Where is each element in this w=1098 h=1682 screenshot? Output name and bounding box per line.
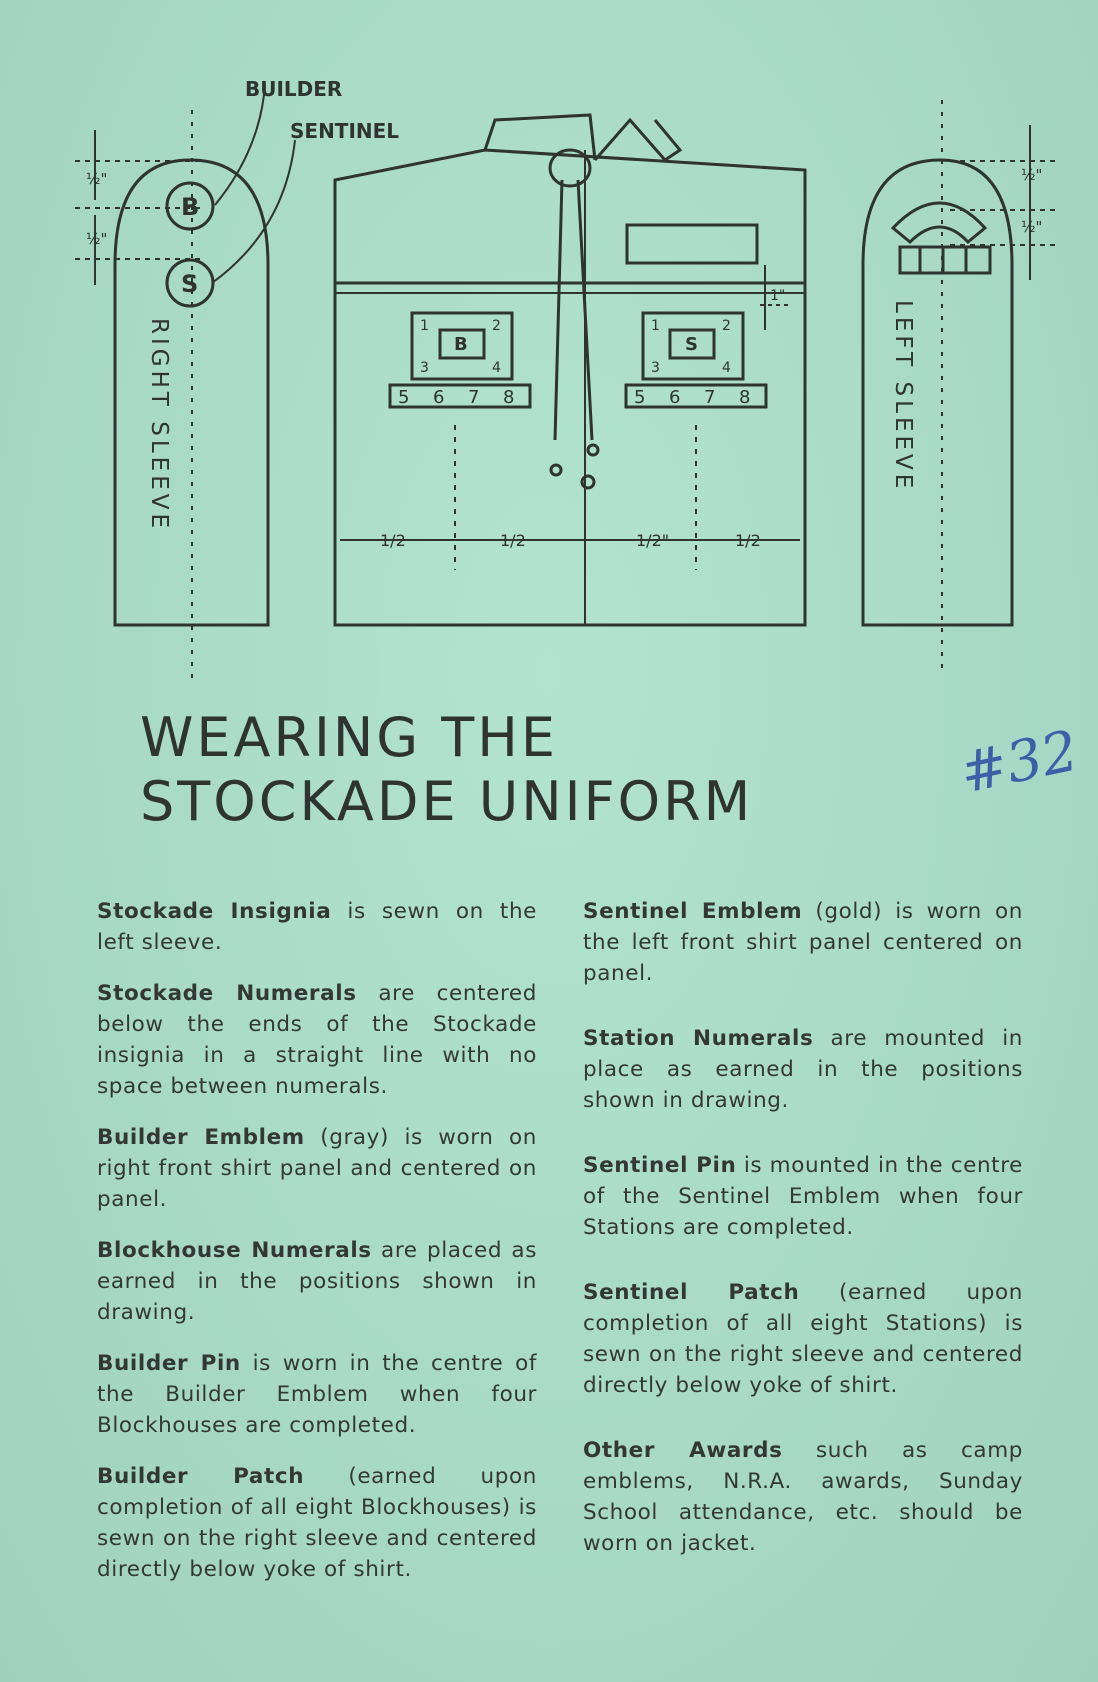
paragraph-builder-patch (97, 1461, 537, 1585)
measure-half-1: 1/2 (380, 531, 406, 550)
strip-number-6: 6 (669, 387, 681, 408)
s-circle-letter: S (181, 270, 199, 298)
description: (earned upon completion of all eight Blockhouses) is sewn on the right sleeve and centered directly below yoke of shirt. (97, 1464, 538, 1582)
sentinel-label: SENTINEL (290, 119, 400, 143)
right-half-inch-top: ½" (86, 170, 108, 188)
description: such as camp emblems, N.R.A. awards, Sunday School attendance, etc. should be worn on jacket. (583, 1438, 1023, 1556)
title-line-1: WEARING THE (140, 706, 559, 769)
badge-number-1: 1 (651, 318, 660, 334)
handwritten-number: #32 (954, 718, 1084, 807)
term: Builder Pin (97, 1351, 241, 1376)
left-sleeve-label: LEFT SLEEVE (890, 300, 916, 493)
s-emblem-letter: S (685, 334, 698, 355)
paragraph-stockade-insignia (97, 896, 537, 958)
badge-number-3: 3 (420, 360, 429, 376)
b-emblem-letter: B (454, 334, 468, 355)
term: Builder Emblem (97, 1125, 305, 1150)
paragraph-builder-emblem (97, 1122, 537, 1215)
term: Sentinel Patch (583, 1280, 800, 1305)
strip-number-7: 7 (704, 387, 716, 408)
strip-number-8: 8 (739, 387, 751, 408)
term: Stockade Insignia (97, 899, 332, 924)
right-sleeve-drawing (75, 85, 295, 680)
left-half-inch-top: ½" (1021, 166, 1043, 184)
badge-number-2: 2 (722, 318, 731, 334)
strip-number-7: 7 (468, 387, 480, 408)
sentinel-strip-numbers (634, 387, 750, 408)
measure-half-4: 1/2 (735, 531, 761, 550)
right-column (583, 896, 1023, 1579)
paragraph-blockhouse-numerals (97, 1235, 537, 1328)
measure-half-3: 1/2" (636, 531, 670, 550)
term: Blockhouse Numerals (97, 1238, 372, 1263)
strip-number-5: 5 (634, 387, 646, 408)
paragraph-sentinel-patch (583, 1277, 1023, 1401)
description: (gray) is worn on right front shirt panel and centered on panel. (97, 1125, 537, 1212)
strip-number-6: 6 (433, 387, 445, 408)
title-line-2: STOCKADE UNIFORM (140, 770, 754, 833)
badge-number-1: 1 (420, 318, 429, 334)
paragraph-sentinel-pin (583, 1150, 1023, 1243)
badge-number-3: 3 (651, 360, 660, 376)
term: Other Awards (583, 1438, 783, 1463)
uniform-diagram (0, 0, 1098, 680)
strip-number-8: 8 (503, 387, 515, 408)
right-sleeve-label: RIGHT SLEEVE (146, 318, 172, 532)
term: Sentinel Pin (583, 1153, 737, 1178)
term: Stockade Numerals (97, 981, 357, 1006)
description: (gold) is worn on the left front shirt panel centered on panel. (583, 899, 1023, 986)
right-half-inch-bottom: ½" (86, 230, 108, 248)
term: Station Numerals (583, 1026, 814, 1051)
paragraph-builder-pin (97, 1348, 537, 1441)
paragraph-stockade-numerals (97, 978, 537, 1102)
builder-strip-numbers (398, 387, 514, 408)
badge-number-4: 4 (722, 360, 731, 376)
badge-number-4: 4 (492, 360, 501, 376)
term: Builder Patch (97, 1464, 305, 1489)
description: is mounted in the centre of the Sentinel Emblem when four Stations are completed. (583, 1153, 1023, 1240)
badge-number-2: 2 (492, 318, 501, 334)
builder-label: BUILDER (245, 77, 343, 101)
description: (earned upon completion of all eight Stations) is sewn on the right sleeve and centered directly below yoke of shirt. (583, 1280, 1023, 1398)
measure-half-2: 1/2 (500, 531, 526, 550)
page-title (140, 706, 753, 834)
left-column (97, 896, 537, 1605)
description: are centered below the ends of the Stockade insignia in a straight line with no space between numerals. (97, 981, 538, 1099)
b-circle-letter: B (181, 193, 200, 221)
paragraph-sentinel-emblem (583, 896, 1023, 989)
term: Sentinel Emblem (583, 899, 803, 924)
paragraph-station-numerals (583, 1023, 1023, 1116)
description: are placed as earned in the positions shown in drawing. (97, 1238, 537, 1325)
one-inch-label: 1" (770, 288, 786, 304)
paragraph-other-awards (583, 1435, 1023, 1559)
strip-number-5: 5 (398, 387, 410, 408)
left-half-inch-bottom: ½" (1021, 218, 1043, 236)
description: is sewn on the left sleeve. (97, 899, 537, 955)
description: are mounted in place as earned in the positions shown in drawing. (583, 1026, 1023, 1113)
description: is worn in the centre of the Builder Emblem when four Blockhouses are completed. (97, 1351, 538, 1438)
